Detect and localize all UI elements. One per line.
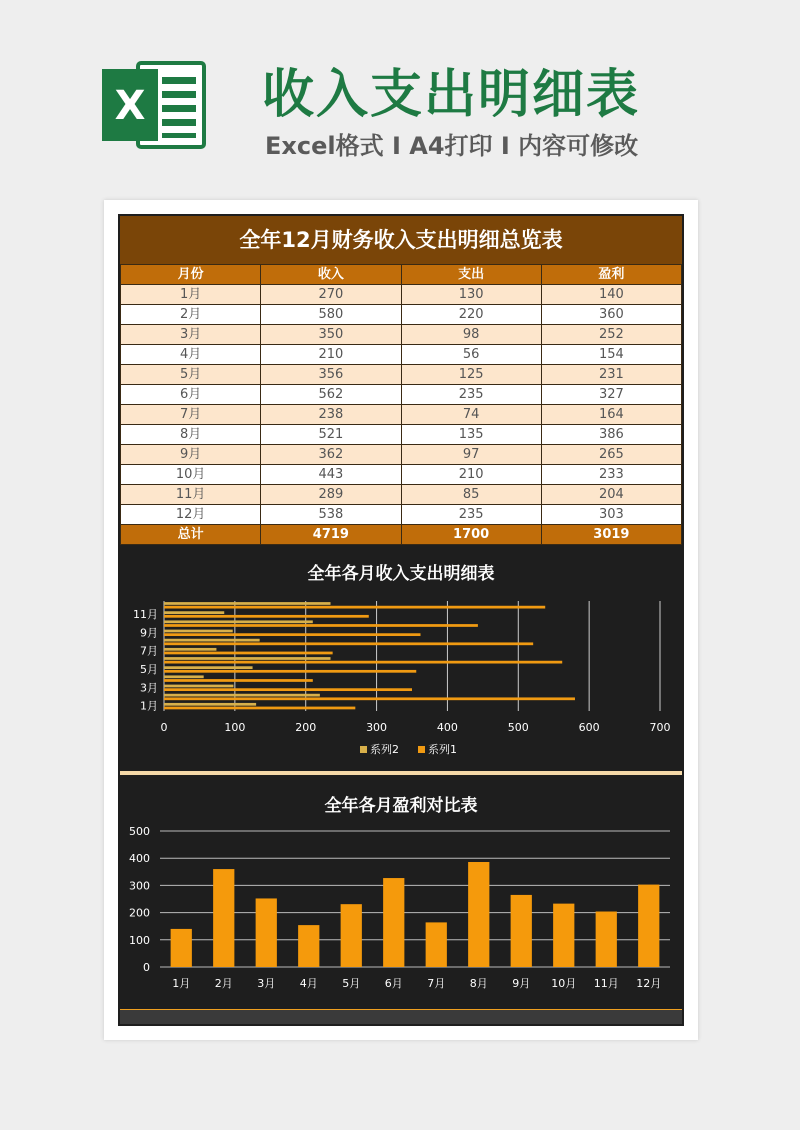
bar-series2: [164, 685, 233, 688]
cell-income: 521: [261, 425, 401, 445]
cell-month: 7月: [121, 405, 261, 425]
legend-swatch-series1: [418, 746, 425, 753]
col-expense-header: 支出: [401, 265, 541, 285]
y-tick-label: 100: [129, 933, 150, 947]
table-row: [121, 305, 682, 325]
bar-series2: [164, 703, 256, 706]
y-tick-label: 400: [129, 852, 150, 866]
finance-table: [120, 264, 682, 545]
cell-profit: 386: [541, 425, 681, 445]
cell-income: 350: [261, 325, 401, 345]
page-header: [0, 0, 800, 190]
x-tick-label: 2月: [214, 977, 233, 990]
x-tick-label: 4月: [299, 977, 318, 990]
total-profit: 3019: [541, 525, 681, 545]
cell-month: 1月: [121, 285, 261, 305]
table-header-row: [121, 265, 682, 285]
cell-month: 4月: [121, 345, 261, 365]
profit-bar: [426, 922, 447, 967]
chart1-svg: [120, 545, 682, 771]
x-tick-label: 100: [224, 721, 246, 734]
col-income-header: 收入: [261, 265, 401, 285]
bar-series1: [164, 606, 545, 609]
cell-expense: 130: [401, 285, 541, 305]
bar-series1: [164, 615, 369, 618]
x-tick-label: 11月: [593, 977, 619, 990]
x-tick-label: 7月: [427, 977, 446, 990]
y-tick-label: 200: [129, 906, 150, 920]
sheet-frame: [118, 214, 684, 1026]
cell-month: 12月: [121, 505, 261, 525]
bar-series2: [164, 657, 331, 660]
profit-bar: [511, 895, 532, 967]
page-title: 收入支出明细表: [262, 65, 641, 125]
cell-income: 238: [261, 405, 401, 425]
x-tick-label: 0: [160, 721, 168, 734]
cell-profit: 265: [541, 445, 681, 465]
x-tick-label: 10月: [551, 977, 577, 990]
total-expense: 1700: [401, 525, 541, 545]
cell-income: 538: [261, 505, 401, 525]
cell-month: 9月: [121, 445, 261, 465]
cell-profit: 303: [541, 505, 681, 525]
bar-series1: [164, 707, 355, 710]
cell-profit: 231: [541, 365, 681, 385]
bar-series1: [164, 624, 478, 627]
y-tick-label: 9月: [140, 626, 158, 640]
cell-income: 356: [261, 365, 401, 385]
table-title: 全年12月财务收入支出明细总览表: [120, 216, 682, 264]
x-tick-label: 500: [507, 721, 529, 734]
bar-series2: [164, 694, 320, 697]
bar-series2: [164, 666, 253, 669]
x-tick-label: 12月: [636, 977, 662, 990]
cell-month: 11月: [121, 485, 261, 505]
cell-profit: 327: [541, 385, 681, 405]
chart2-title: 全年各月盈利对比表: [324, 796, 478, 816]
cell-month: 2月: [121, 305, 261, 325]
bar-series1: [164, 633, 421, 636]
total-income: 4719: [261, 525, 401, 545]
col-profit-header: 盈利: [541, 265, 681, 285]
cell-month: 8月: [121, 425, 261, 445]
legend-label-series1: 系列1: [428, 743, 457, 756]
y-tick-label: 11月: [133, 607, 158, 621]
table-row: [121, 425, 682, 445]
cell-expense: 97: [401, 445, 541, 465]
x-tick-label: 700: [649, 721, 671, 734]
cell-profit: 140: [541, 285, 681, 305]
excel-logo-icon: [100, 55, 208, 155]
legend-swatch-series2: [360, 746, 367, 753]
table-row: [121, 345, 682, 365]
table-body: [121, 285, 682, 525]
cell-income: 210: [261, 345, 401, 365]
total-label: 总计: [121, 525, 261, 545]
bar-series1: [164, 652, 333, 655]
cell-expense: 220: [401, 305, 541, 325]
income-expense-chart: [120, 545, 682, 771]
bar-series2: [164, 620, 313, 623]
cell-expense: 125: [401, 365, 541, 385]
bar-series2: [164, 611, 224, 614]
bar-series1: [164, 661, 562, 664]
bar-series1: [164, 642, 533, 645]
x-tick-label: 9月: [512, 977, 531, 990]
footer-strip: [120, 1009, 682, 1026]
x-tick-label: 1月: [172, 977, 191, 990]
table-row: [121, 465, 682, 485]
cell-month: 10月: [121, 465, 261, 485]
cell-expense: 85: [401, 485, 541, 505]
y-tick-label: 1月: [140, 699, 158, 713]
sheet-preview: [104, 200, 698, 1040]
cell-month: 6月: [121, 385, 261, 405]
profit-bar: [553, 904, 574, 967]
bar-series2: [164, 639, 260, 642]
y-tick-label: 0: [143, 961, 150, 974]
cell-expense: 210: [401, 465, 541, 485]
bar-series2: [164, 630, 233, 633]
chart1-title: 全年各月收入支出明细表: [307, 564, 495, 584]
bar-series2: [164, 648, 216, 651]
profit-bar: [596, 912, 617, 967]
profit-bar: [638, 885, 659, 967]
profit-bar: [256, 898, 277, 967]
profit-bar: [298, 925, 319, 967]
cell-expense: 98: [401, 325, 541, 345]
cell-profit: 154: [541, 345, 681, 365]
cell-expense: 56: [401, 345, 541, 365]
cell-month: 3月: [121, 325, 261, 345]
profit-chart: [120, 775, 682, 1026]
cell-expense: 135: [401, 425, 541, 445]
chart2-svg: [120, 775, 682, 1005]
cell-income: 580: [261, 305, 401, 325]
y-tick-label: 500: [129, 825, 150, 838]
x-tick-label: 3月: [257, 977, 276, 990]
table-row: [121, 485, 682, 505]
bar-series1: [164, 697, 575, 700]
cell-income: 270: [261, 285, 401, 305]
bar-series2: [164, 602, 331, 605]
profit-bar: [213, 869, 234, 967]
bar-series1: [164, 688, 412, 691]
cell-expense: 74: [401, 405, 541, 425]
x-tick-label: 200: [295, 721, 317, 734]
cell-income: 443: [261, 465, 401, 485]
table-row: [121, 365, 682, 385]
legend-label-series2: 系列2: [370, 743, 399, 756]
table-row: [121, 385, 682, 405]
cell-profit: 233: [541, 465, 681, 485]
x-tick-label: 600: [578, 721, 600, 734]
cell-month: 5月: [121, 365, 261, 385]
table-row: [121, 505, 682, 525]
y-tick-label: 5月: [140, 662, 158, 676]
profit-bar: [383, 878, 404, 967]
x-tick-label: 400: [436, 721, 458, 734]
table-row: [121, 405, 682, 425]
profit-bar: [171, 929, 192, 967]
logo-letter: X: [114, 83, 146, 129]
y-tick-label: 300: [129, 879, 150, 893]
cell-income: 362: [261, 445, 401, 465]
cell-income: 562: [261, 385, 401, 405]
x-tick-label: 300: [366, 721, 388, 734]
cell-profit: 164: [541, 405, 681, 425]
cell-profit: 360: [541, 305, 681, 325]
cell-profit: 252: [541, 325, 681, 345]
y-tick-label: 3月: [140, 681, 158, 695]
y-tick-label: 7月: [140, 644, 158, 658]
x-tick-label: 6月: [384, 977, 403, 990]
table-row: [121, 445, 682, 465]
table-row: [121, 285, 682, 305]
x-tick-label: 8月: [469, 977, 488, 990]
table-row: [121, 325, 682, 345]
cell-expense: 235: [401, 505, 541, 525]
table-total-row: [121, 525, 682, 545]
x-tick-label: 5月: [342, 977, 361, 990]
col-month-header: 月份: [121, 265, 261, 285]
cell-expense: 235: [401, 385, 541, 405]
cell-income: 289: [261, 485, 401, 505]
profit-bar: [468, 862, 489, 967]
bar-series1: [164, 679, 313, 682]
bar-series2: [164, 675, 204, 678]
profit-bar: [341, 904, 362, 967]
cell-profit: 204: [541, 485, 681, 505]
bar-series1: [164, 670, 416, 673]
page-subtitle: Excel格式 I A4打印 I 内容可修改: [265, 132, 639, 160]
